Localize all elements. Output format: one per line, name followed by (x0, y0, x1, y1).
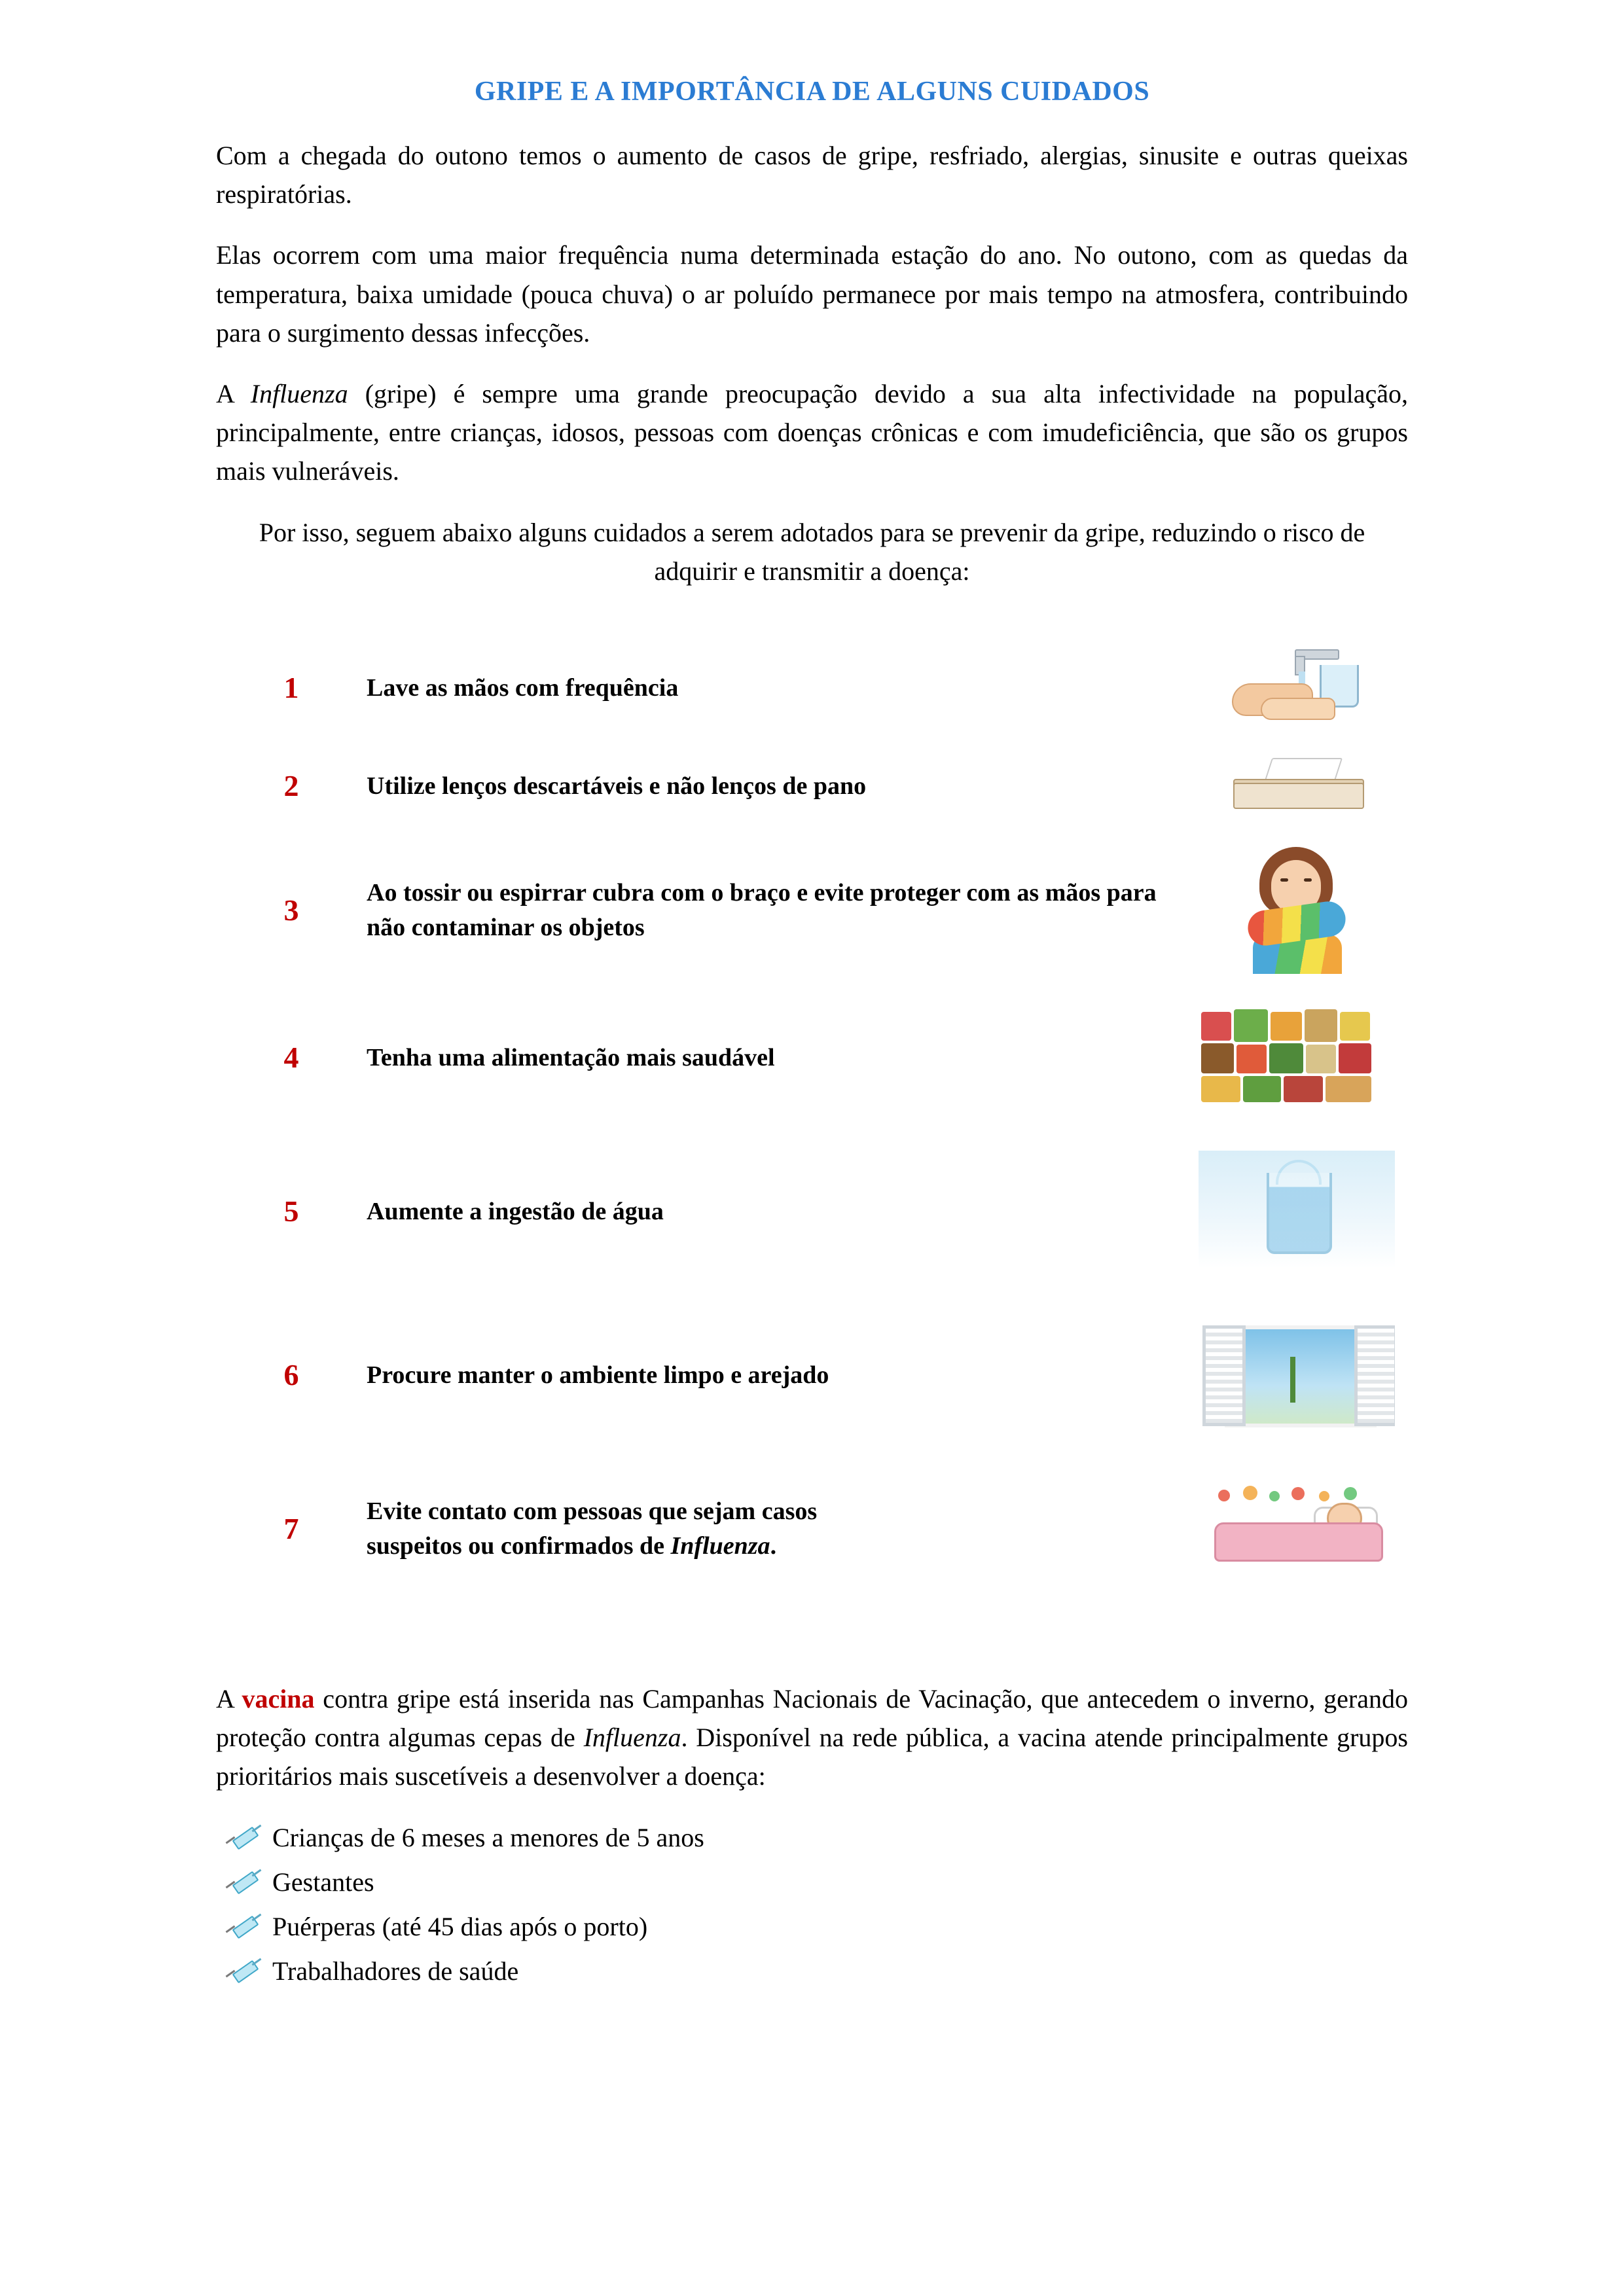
tip-number: 1 (283, 671, 299, 705)
tip-image-cell (1185, 1457, 1408, 1601)
tip-text-line2: suspeitos ou confirmados de (367, 1532, 671, 1560)
tissue-box-image (1221, 753, 1372, 816)
paragraph-season: Elas ocorrem com uma maior frequência numa determinada estação do ano. No outono, com as quedas da temperatura, baixa umidade (pouca chuva) o ar poluído permanece por mais tempo na atmosfera, contribuindo para o surgimento dessas infecções. (216, 240, 1408, 348)
tip-text: Lave as mãos com frequência (367, 673, 679, 702)
tip-number: 3 (283, 893, 299, 927)
section-spacer (216, 1601, 1408, 1679)
glass-of-water-image (1199, 1151, 1395, 1268)
list-item-label: Puérperas (até 45 dias após o porto) (272, 1912, 648, 1942)
tip-number: 6 (283, 1358, 299, 1392)
paragraph-vaccine (216, 1679, 1408, 1796)
care-tips-table (216, 639, 1408, 1601)
list-item-label: Gestantes (272, 1867, 374, 1897)
paragraph-influenza (216, 374, 1408, 491)
tip-number: 7 (283, 1512, 299, 1546)
tip-number: 2 (283, 769, 299, 803)
table-row (216, 639, 1408, 737)
influenza-term: Influenza (583, 1723, 681, 1753)
paragraph-care-intro: Por isso, seguem abaixo alguns cuidados a serem adotados para se prevenir da gripe, reduzindo o risco de adquirir e transmitir a doença: (259, 517, 1365, 586)
list-item (223, 1818, 1408, 1858)
page-title: GRIPE E A IMPORTÂNCIA DE ALGUNS CUIDADOS (474, 77, 1150, 107)
text-fragment: . Disponível na rede pública, a vacina atende principalmente grupos prioritários mais suscetíveis a desenvolver a doença: (216, 1723, 1408, 1791)
sick-person-in-bed-image (1199, 1484, 1395, 1570)
tip-image-cell (1185, 835, 1408, 986)
tip-text (367, 1457, 1185, 1601)
hand-washing-image (1221, 647, 1372, 725)
list-item (223, 1907, 1408, 1947)
paragraph-intro: Com a chegada do outono temos o aumento de casos de gripe, resfriado, alergias, sinusite e outras queixas respiratórias. (216, 141, 1408, 209)
tip-text: Utilize lenços descartáveis e não lenços de pano (367, 772, 867, 800)
tip-text: Ao tossir ou espirrar cubra com o braço e evite proteger com as mãos para não contaminar os objetos (367, 879, 1157, 941)
syringe-icon (223, 1957, 263, 1986)
vacina-highlight: vacina (242, 1683, 315, 1713)
table-row (216, 835, 1408, 986)
tip-image-cell (1185, 737, 1408, 835)
vaccine-priority-list (216, 1818, 1408, 1992)
influenza-term: Influenza (250, 378, 348, 408)
table-row (216, 986, 1408, 1130)
syringe-icon (223, 1868, 263, 1897)
list-item (223, 1862, 1408, 1903)
text-fragment: A (216, 378, 251, 408)
syringe-icon (223, 1912, 263, 1941)
tip-text: Tenha uma alimentação mais saudável (367, 1043, 775, 1071)
table-row (216, 1457, 1408, 1601)
tip-image-cell (1185, 986, 1408, 1130)
healthy-food-image (1199, 1007, 1395, 1105)
influenza-term: Influenza (670, 1532, 770, 1560)
open-window-image (1199, 1318, 1395, 1429)
tip-text-period: . (770, 1532, 777, 1560)
list-item-label: Crianças de 6 meses a menores de 5 anos (272, 1823, 704, 1853)
tip-text: Aumente a ingestão de água (367, 1197, 664, 1225)
tip-image-cell (1185, 1130, 1408, 1293)
tip-image-cell (1185, 639, 1408, 737)
tip-number: 4 (283, 1041, 299, 1075)
table-row (216, 737, 1408, 835)
text-fragment: contra gripe está inserida nas Campanhas Nacionais de Vacinação, que antecedem o inverno, gerando proteção contra algumas cepas de (216, 1683, 1409, 1753)
text-fragment: (gripe) é sempre uma grande preocupação devido a sua alta infectividade na população, principalmente, entre crianças, idosos, pessoas com doenças crônicas e com imudeficiência, que são os grupos mais vulneráveis. (216, 378, 1408, 486)
text-fragment: A (216, 1683, 242, 1713)
table-row (216, 1130, 1408, 1293)
syringe-icon (223, 1823, 263, 1852)
table-row (216, 1293, 1408, 1457)
tip-number: 5 (283, 1194, 299, 1229)
list-item (223, 1951, 1408, 1992)
sneeze-into-arm-image (1221, 843, 1372, 974)
tip-image-cell (1185, 1293, 1408, 1457)
list-item-label: Trabalhadores de saúde (272, 1956, 519, 1986)
tip-text: Procure manter o ambiente limpo e arejado (367, 1361, 829, 1389)
tip-text-line1: Evite contato com pessoas que sejam casos (367, 1498, 818, 1526)
